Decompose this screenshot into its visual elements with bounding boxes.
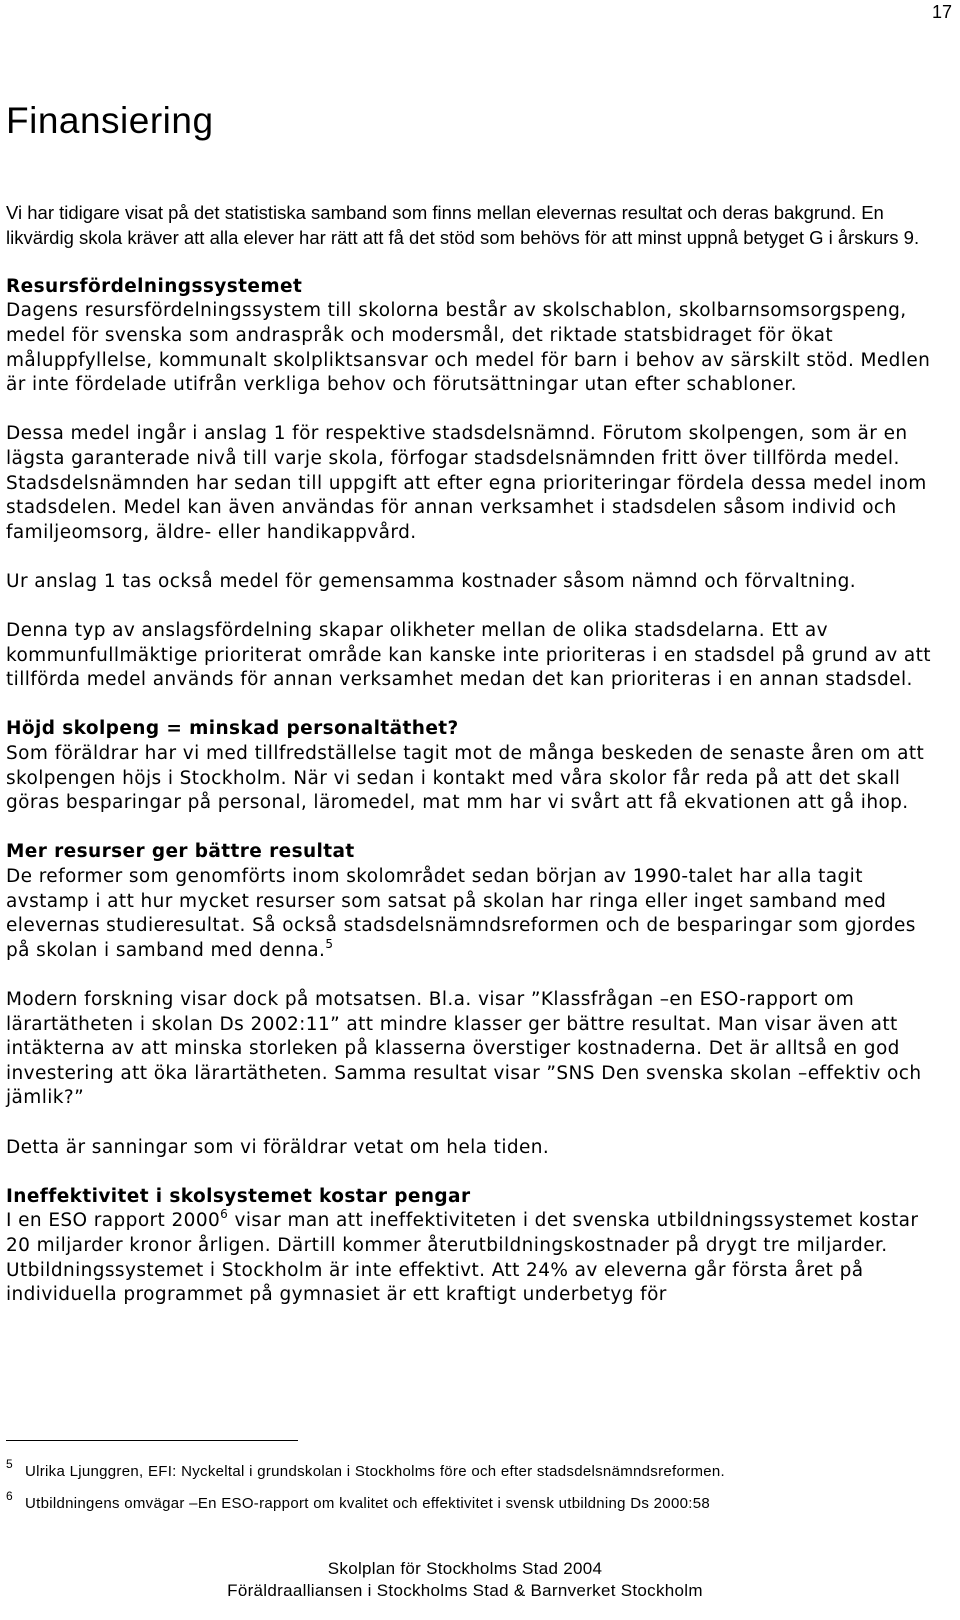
footnote-mark: 5 [6, 1457, 13, 1471]
paragraph: De reformer som genomförts inom skolområdet sedan början av 1990-talet har alla tagit avstamp i att hur mycket resurser som satsat på skolan har ringa eller inget samband med elevernas studieresultat. Så också stadsdelsnämndsreformen och de besparingar som gjordes på skolan i samband med denna. [6, 866, 916, 961]
section-hojd-skolpeng [6, 717, 941, 815]
footnote-reference[interactable]: 6 [220, 1207, 229, 1222]
footnote [6, 1452, 946, 1484]
paragraph: Dessa medel ingår i anslag 1 för respektive stadsdelsnämnd. Förutom skolpengen, som är en lägsta garanterade nivå till varje skola, förfogar stadsdelsnämnden fritt över tillförda medel. Stadsdelsnämnden har sedan till uppgift att efter egna prioriteringar fördela dessa medel inom stadsdelen. Medel kan även användas för annan verksamhet i stadsdelen såsom individ och familjeomsorg, äldre- eller handikappvård. [6, 423, 927, 543]
section-mer-resurser [6, 840, 941, 963]
footnotes [6, 1452, 946, 1516]
section-heading-hojd-skolpeng: Höjd skolpeng = minskad personaltäthet? [6, 718, 459, 740]
document-body [6, 201, 941, 1332]
footer-line-plan: Skolplan för Stockholms Stad 2004 [327, 1559, 603, 1578]
paragraph: Som föräldrar har vi med tillfredställelse tagit mot de många beskeden de senaste åren om att skolpengen höjs i Stockholm. När vi sedan i kontakt med våra skolor får reda på att det skall göras besparingar på personal, läromedel, mat mm har vi svårt att få ekvationen att gå ihop. [6, 743, 925, 814]
section-ineffektivitet [6, 1185, 941, 1308]
section-heading-resursfordelning: Resursfördelningssystemet [6, 275, 303, 297]
footnote-divider [6, 1440, 298, 1441]
paragraph: Ur anslag 1 tas också medel för gemensamma kostnader såsom nämnd och förvaltning. [6, 570, 857, 592]
footnote-reference[interactable]: 5 [325, 936, 334, 951]
paragraph: Detta är sanningar som vi föräldrar vetat om hela tiden. [6, 1136, 550, 1158]
section-heading-mer-resurser: Mer resurser ger bättre resultat [6, 841, 355, 863]
footer-line-organization: Föräldraalliansen i Stockholms Stad & Barnverket Stockholm [227, 1581, 703, 1600]
page-number: 17 [931, 2, 952, 22]
section-resursfordelning [6, 275, 941, 398]
footnote-text: Ulrika Ljunggren, EFI: Nyckeltal i grundskolan i Stockholms före och efter stadsdelsnämndsreformen. [24, 1463, 725, 1480]
intro-paragraph: Vi har tidigare visat på det statistiska samband som finns mellan elevernas resultat och deras bakgrund. En likvärdig skola kräver att alla elever har rätt att få det stöd som behövs för att minst uppnå betyget G i årskurs 9. [6, 202, 920, 248]
paragraph: Denna typ av anslagsfördelning skapar olikheter mellan de olika stadsdelarna. Ett av kommunfullmäktige prioriterat område kan kanske inte prioriteras i en stadsdel på grund av att tillförda medel används för annan verksamhet medan det kan prioriteras i en annan stadsdel. [6, 620, 931, 691]
paragraph-continued: visar man att ineffektiviteten i det svenska utbildningssystemet kostar 20 miljarder kronor årligen. Därtill kommer återutbildningskostnader på drygt tre miljarder. Utbildningssystemet i Stockholm är inte effektivt. Att 24% av eleverna går första året på individuella programmet på gymnasiet är ett kraftigt underbetyg för [6, 1210, 919, 1306]
footnote-text: Utbildningens omvägar –En ESO-rapport om kvalitet och effektivitet i svensk utbildning Ds 2000:58 [24, 1495, 710, 1512]
section-heading-ineffektivitet: Ineffektivitet i skolsystemet kostar pengar [6, 1185, 471, 1207]
footnote-mark: 6 [6, 1489, 13, 1503]
page-footer [0, 1558, 930, 1602]
page-title: Finansiering [6, 100, 214, 141]
paragraph-start: I en ESO rapport 2000 [6, 1210, 221, 1232]
paragraph: Modern forskning visar dock på motsatsen. Bl.a. visar ”Klassfrågan –en ESO-rapport om lärartätheten i skolan Ds 2002:11” att mindre klasser ger bättre resultat. Man visar även att intäkterna av att minska storleken på klasserna överstiger kostnaderna. Det är alltså en god investering att öka lärartätheten. Samma resultat visar ”SNS Den svenska skolan –effektiv och jämlik?” [6, 989, 922, 1109]
paragraph: Dagens resursfördelningssystem till skolorna består av skolschablon, skolbarnsomsorgspeng, medel för svenska som andraspråk och modersmål, det riktade statsbidraget för ökat måluppfyllelse, kommunalt skolpliktsansvar och medel för barn i behov av särskilt stöd. Medlen är inte fördelade utifrån verkliga behov och förutsättningar utan efter schabloner. [6, 300, 931, 396]
footnote [6, 1484, 946, 1516]
